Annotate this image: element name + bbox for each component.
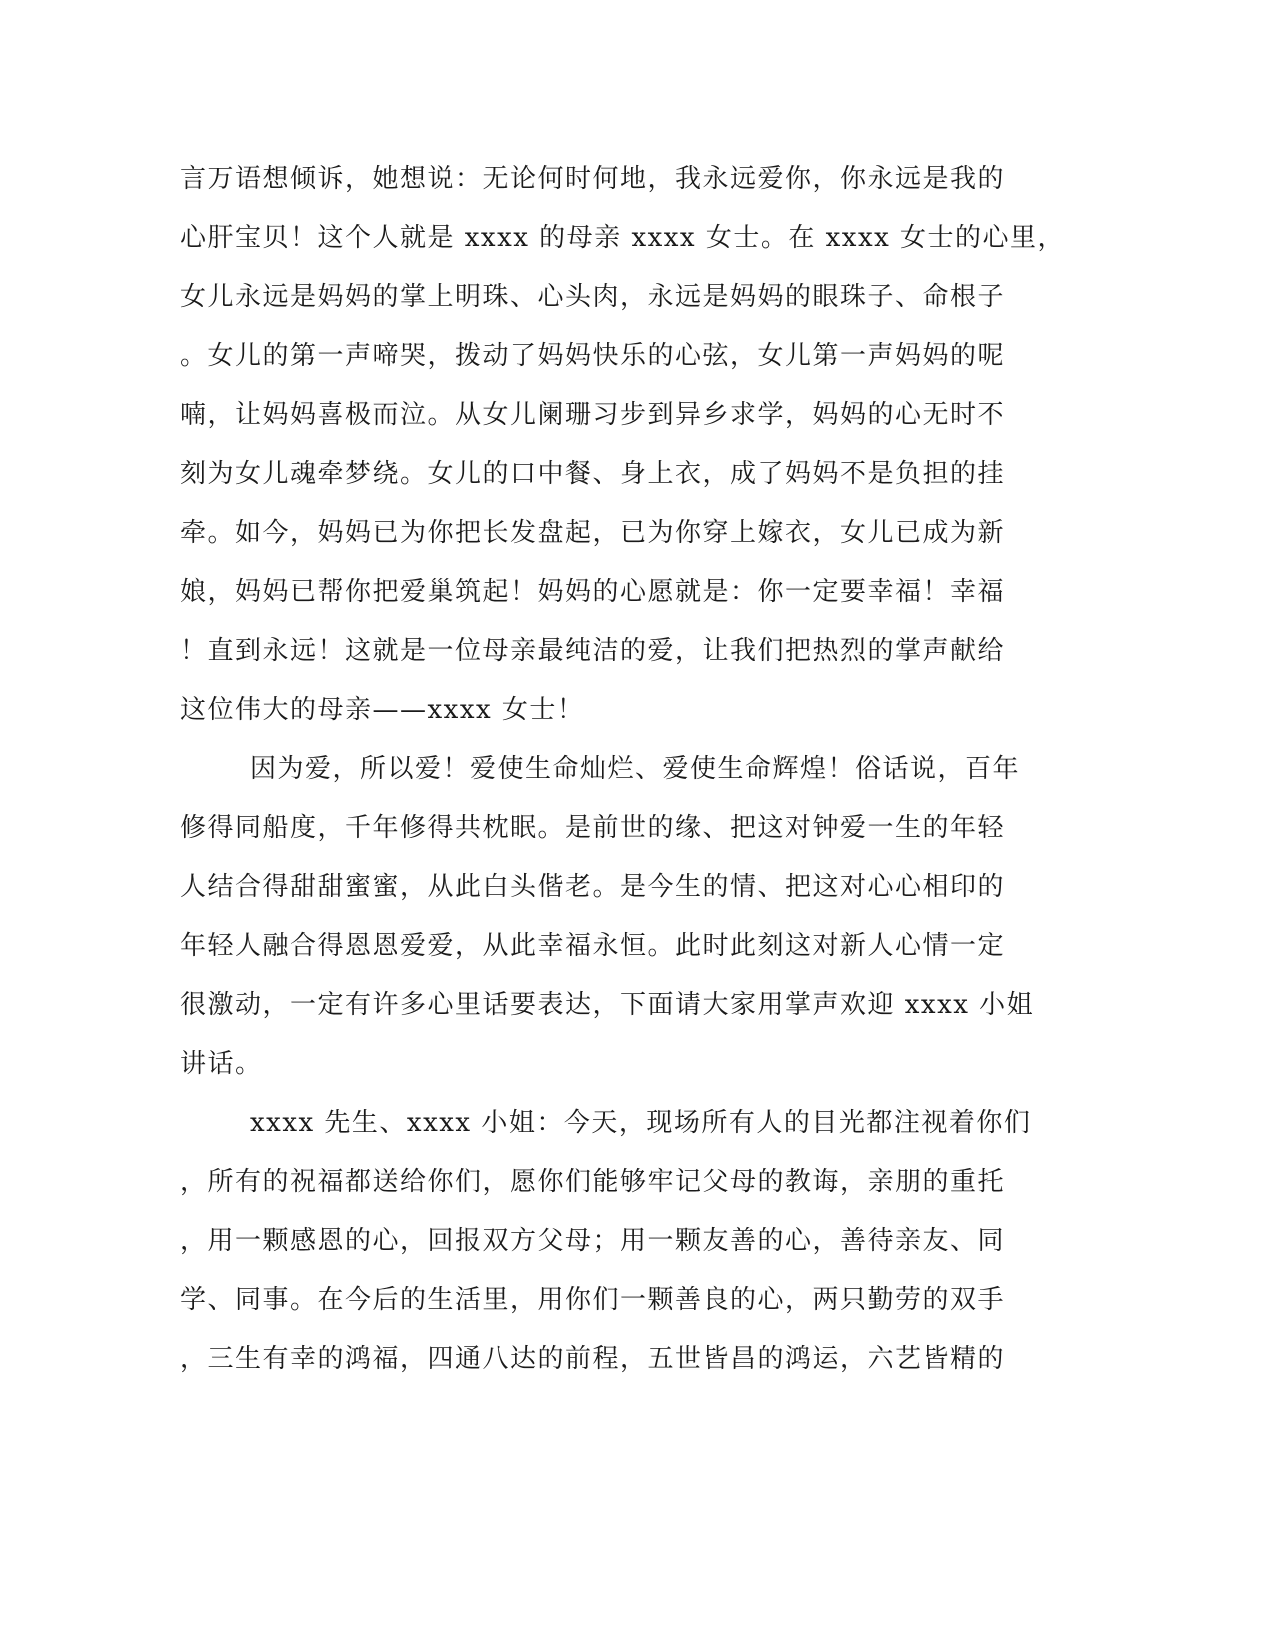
text-line: ！直到永远！这就是一位母亲最纯洁的爱，让我们把热烈的掌声献给 — [180, 636, 1006, 666]
text-line: 牵。如今，妈妈已为你把长发盘起，已为你穿上嫁衣，女儿已成为新 — [180, 518, 1006, 548]
text-line: 心肝宝贝！这个人就是 xxxx 的母亲 xxxx 女士。在 xxxx 女士的心里， — [180, 223, 1066, 253]
paragraph-first-line: 因为爱，所以爱！爱使生命灿烂、爱使生命辉煌！俗话说，百年 — [250, 754, 1021, 784]
text-line: 娘，妈妈已帮你把爱巢筑起！妈妈的心愿就是：你一定要幸福！幸福 — [180, 577, 1006, 607]
text-line: 刻为女儿魂牵梦绕。女儿的口中餐、身上衣，成了妈妈不是负担的挂 — [180, 459, 1006, 489]
text-line: 年轻人融合得恩恩爱爱，从此幸福永恒。此时此刻这对新人心情一定 — [180, 931, 1006, 961]
text-line: 学、同事。在今后的生活里，用你们一颗善良的心，两只勤劳的双手 — [180, 1285, 1006, 1315]
text-line: 。女儿的第一声啼哭，拨动了妈妈快乐的心弦，女儿第一声妈妈的呢 — [180, 341, 1006, 371]
text-line: 很激动，一定有许多心里话要表达，下面请大家用掌声欢迎 xxxx 小姐 — [180, 990, 1035, 1020]
text-line: 讲话。 — [180, 1049, 263, 1079]
text-line: 言万语想倾诉，她想说：无论何时何地，我永远爱你，你永远是我的 — [180, 164, 1006, 194]
text-line: 女儿永远是妈妈的掌上明珠、心头肉，永远是妈妈的眼珠子、命根子 — [180, 282, 1006, 312]
document-body — [180, 150, 1080, 1389]
text-line: 修得同船度，千年修得共枕眠。是前世的缘、把这对钟爱一生的年轻 — [180, 813, 1006, 843]
text-line: 喃，让妈妈喜极而泣。从女儿阑珊习步到异乡求学，妈妈的心无时不 — [180, 400, 1006, 430]
text-line: ，用一颗感恩的心，回报双方父母；用一颗友善的心，善待亲友、同 — [180, 1226, 1006, 1256]
paragraph-first-line: xxxx 先生、xxxx 小姐：今天，现场所有人的目光都注视着你们 — [250, 1108, 1032, 1138]
text-line: 这位伟大的母亲——xxxx 女士！ — [180, 695, 585, 725]
text-line: ，所有的祝福都送给你们，愿你们能够牢记父母的教诲，亲朋的重托 — [180, 1167, 1006, 1197]
text-line: 人结合得甜甜蜜蜜，从此白头偕老。是今生的情、把这对心心相印的 — [180, 872, 1006, 902]
text-line: ，三生有幸的鸿福，四通八达的前程，五世皆昌的鸿运，六艺皆精的 — [180, 1344, 1006, 1374]
